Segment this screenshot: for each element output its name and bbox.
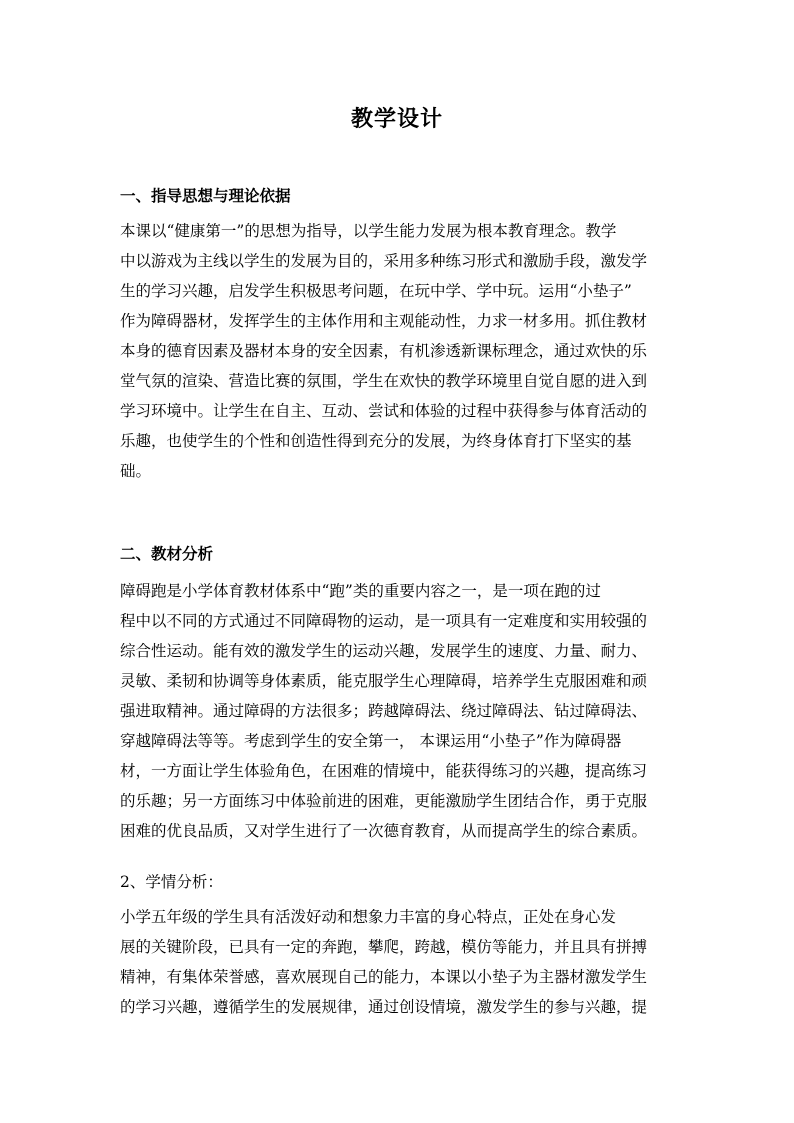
paragraph-line: 的学习兴趣，遵循学生的发展规律，通过创设情境，激发学生的参与兴趣，提 xyxy=(120,998,648,1016)
paragraph-line: 展的关键阶段，已具有一定的奔跑，攀爬，跨越，模仿等能力，并且具有拼搏 xyxy=(120,938,648,956)
paragraph-line: 穿越障碍法等等。考虑到学生的安全第一， 本课运用“小垫子”作为障碍器 xyxy=(120,732,622,750)
section-heading-guiding-ideology: 一、指导思想与理论依据 xyxy=(120,186,291,205)
paragraph-line: 中以游戏为主线以学生的发展为目的，采用多种练习形式和激励手段，激发学 xyxy=(120,252,648,270)
paragraph-line: 困难的优良品质，又对学生进行了一次德育教育，从而提高学生的综合素质。 xyxy=(120,822,648,840)
paragraph-line: 小学五年级的学生具有活泼好动和想象力丰富的身心特点，正处在身心发 xyxy=(120,908,617,926)
paragraph-line: 精神，有集体荣誉感，喜欢展现自己的能力，本课以小垫子为主器材激发学生 xyxy=(120,968,648,986)
paragraph-line: 础。 xyxy=(120,462,152,480)
section-heading-material-analysis: 二、教材分析 xyxy=(120,544,214,563)
paragraph-guiding-ideology xyxy=(120,216,670,486)
paragraph-line: 生的学习兴趣，启发学生积极思考问题，在玩中学、学中玩。运用“小垫子” xyxy=(120,282,632,300)
paragraph-line: 的乐趣；另一方面练习中体验前进的困难，更能激励学生团结合作，勇于克服 xyxy=(120,792,648,810)
paragraph-student-analysis xyxy=(120,902,670,1022)
paragraph-line: 堂气氛的渲染、营造比赛的氛围，学生在欢快的教学环境里自觉自愿的进入到 xyxy=(120,372,648,390)
paragraph-line: 灵敏、柔韧和协调等身体素质，能克服学生心理障碍，培养学生克服困难和顽 xyxy=(120,672,648,690)
paragraph-line: 本身的德育因素及器材本身的安全因素，有机渗透新课标理念，通过欢快的乐 xyxy=(120,342,648,360)
paragraph-line: 综合性运动。能有效的激发学生的运动兴趣，发展学生的速度、力量、耐力、 xyxy=(120,642,648,660)
paragraph-line: 障碍跑是小学体育教材体系中“跑”类的重要内容之一，是一项在跑的过 xyxy=(120,582,601,600)
paragraph-line: 程中以不同的方式通过不同障碍物的运动，是一项具有一定难度和实用较强的 xyxy=(120,612,648,630)
paragraph-material-analysis xyxy=(120,576,670,846)
section-heading-student-analysis: 2、学情分析： xyxy=(120,873,223,891)
paragraph-line: 学习环境中。让学生在自主、互动、尝试和体验的过程中获得参与体育活动的 xyxy=(120,402,648,420)
paragraph-line: 作为障碍器材，发挥学生的主体作用和主观能动性，力求一材多用。抓住教材 xyxy=(120,312,648,330)
paragraph-line: 本课以“健康第一”的思想为指导，以学生能力发展为根本教育理念。教学 xyxy=(120,222,617,240)
paragraph-line: 强进取精神。通过障碍的方法很多；跨越障碍法、绕过障碍法、钻过障碍法、 xyxy=(120,702,648,720)
paragraph-line: 乐趣，也使学生的个性和创造性得到充分的发展，为终身体育打下坚实的基 xyxy=(120,432,632,450)
document-title: 教学设计 xyxy=(350,106,443,132)
paragraph-line: 材，一方面让学生体验角色，在困难的情境中，能获得练习的兴趣，提高练习 xyxy=(120,762,648,780)
